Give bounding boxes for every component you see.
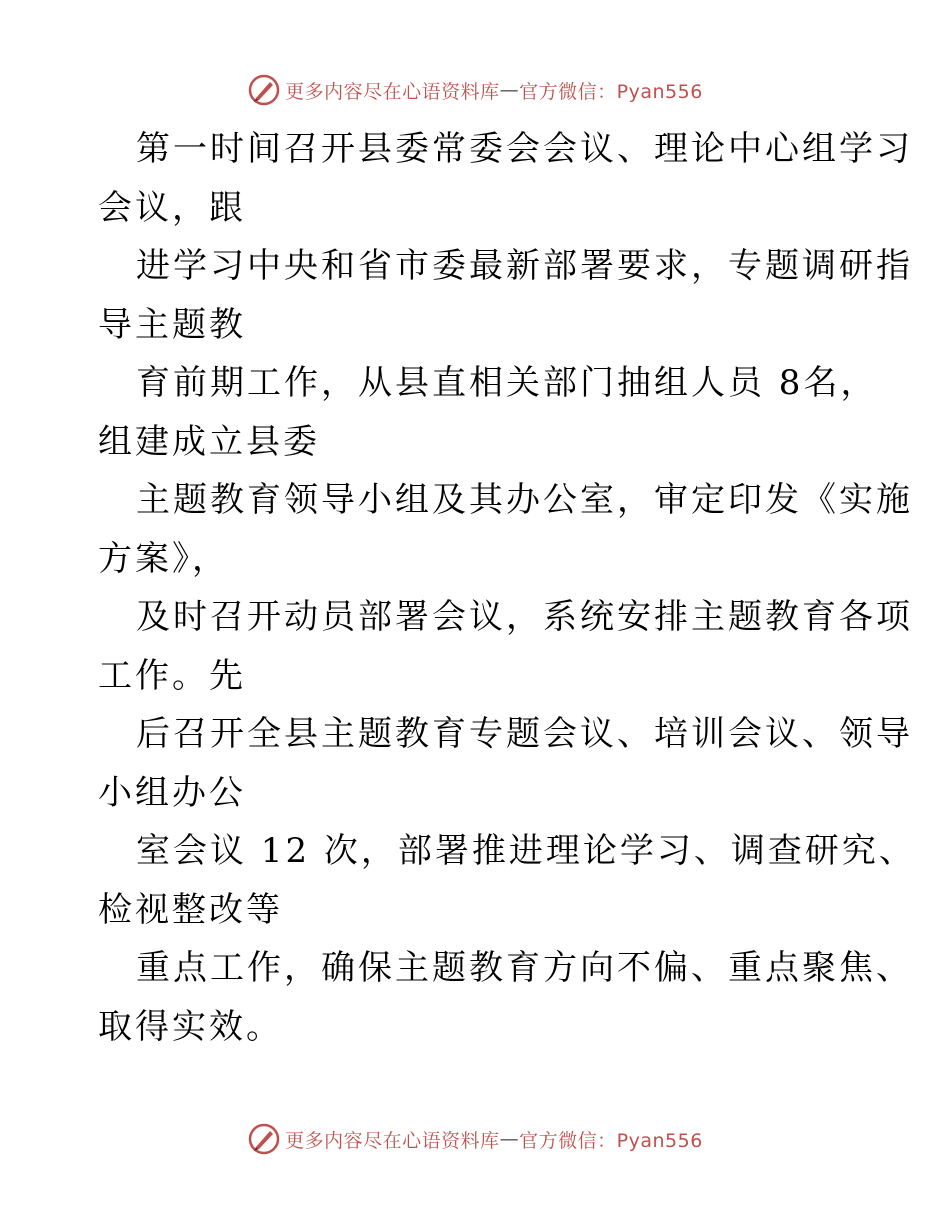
document-body [98,120,916,1056]
pen-logo-icon [247,73,281,107]
watermark-dash: — [499,79,520,101]
paragraph-line: 第一时间召开县委常委会会议、理论中心组学习 [136,129,913,169]
paragraph-line: 工作。先 [98,655,246,696]
paragraph-line: 方案》， [98,538,229,579]
paragraph-line: 导主题教 [98,304,246,345]
paragraph-line: 室会议 12 次，部署推进理论学习、调查研究、 [136,831,916,871]
watermark-text: 更多内容尽在心语资料库 [285,80,500,103]
paragraph-line: 取得实效。 [98,1006,283,1047]
pen-logo-icon [247,1122,281,1156]
paragraph-line: 会议，跟 [98,187,246,228]
watermark-text: 更多内容尽在心语资料库 [285,1129,500,1152]
paragraph-line: 组建成立县委 [98,421,320,462]
paragraph-line: 育前期工作，从县直相关部门抽组人员 8名， [136,363,878,403]
paragraph-line: 后召开全县主题教育专题会议、培训会议、领导 [136,714,913,754]
footer-watermark [0,1119,950,1159]
paragraph-line: 及时召开动员部署会议，系统安排主题教育各项 [136,597,913,637]
watermark-dash: — [499,1128,520,1150]
paragraph-line: 小组办公 [98,772,246,813]
watermark-wechat: 官方微信：Pyan556 [519,1129,703,1152]
paragraph-line: 进学习中央和省市委最新部署要求，专题调研指 [136,246,913,286]
paragraph-line: 主题教育领导小组及其办公室，审定印发《实施 [136,480,913,520]
paragraph-line: 重点工作，确保主题教育方向不偏、重点聚焦、 [136,948,913,988]
watermark-wechat: 官方微信：Pyan556 [519,80,703,103]
header-watermark [0,70,950,110]
paragraph-line: 检视整改等 [98,889,283,930]
